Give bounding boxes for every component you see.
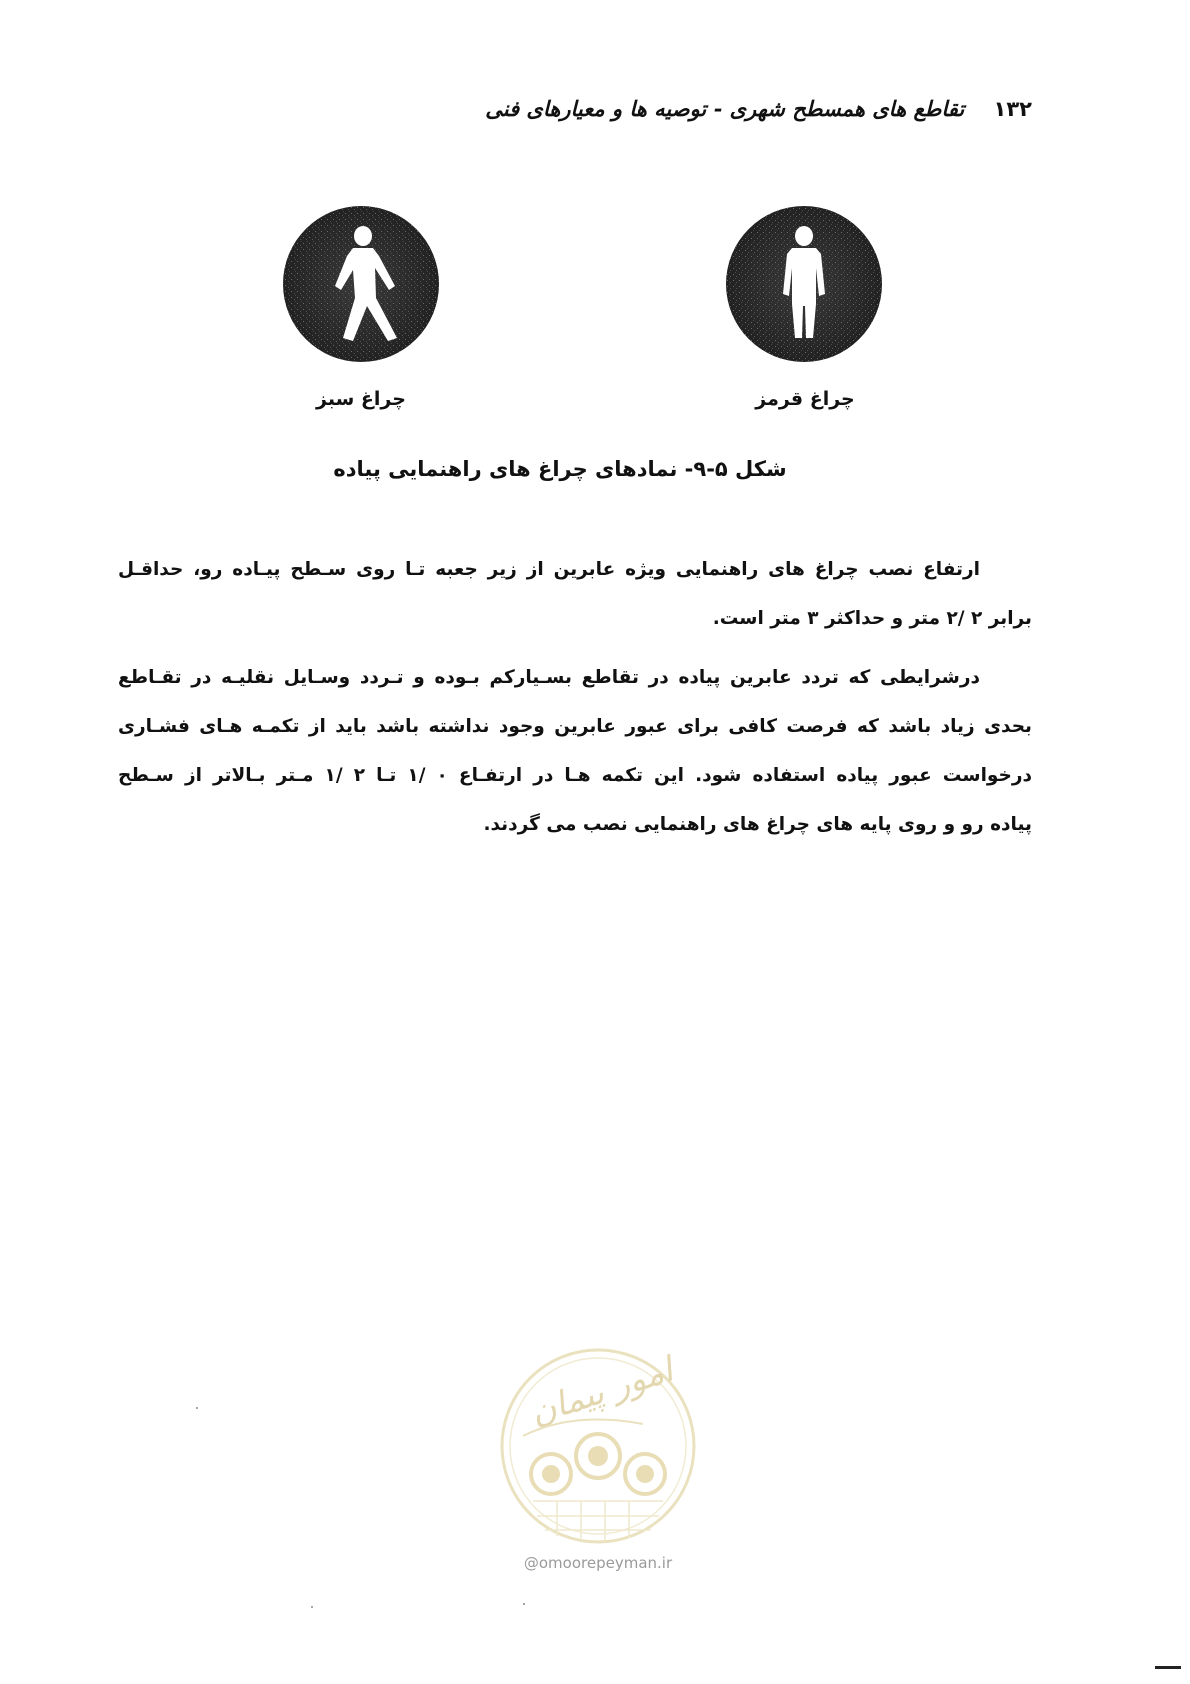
red-signal-caption: چراغ قرمز xyxy=(755,388,855,410)
text-line: بحدی زیاد باشد که فرصت کافی برای عبور عابرین وجود نداشته باشد باید از تکمـه هـای فشـاری xyxy=(118,716,1032,737)
text-line: برابر ۲ /۲ متر و حداکثر ۳ متر است. xyxy=(712,608,1032,629)
red-signal-icon xyxy=(726,206,882,362)
walking-pedestrian-icon xyxy=(283,206,439,362)
watermark-url: @omoorepeyman.ir xyxy=(523,1554,673,1572)
watermark-logo xyxy=(493,1316,703,1591)
svg-text:امور پیمان: امور پیمان xyxy=(525,1349,678,1434)
page-header xyxy=(440,96,1032,121)
standing-pedestrian-icon xyxy=(726,206,882,362)
running-title: تقاطع های همسطح شهری - توصیه ها و معیارهای فنی xyxy=(485,96,965,121)
scan-speck xyxy=(311,1606,313,1608)
figure-title: شکل ۵-۹- نمادهای چراغ های راهنمایی پیاده xyxy=(333,457,787,481)
scan-speck xyxy=(523,1603,525,1605)
green-signal-icon xyxy=(283,206,439,362)
paragraph xyxy=(118,545,1032,643)
text-line: پیاده رو و روی پایه های چراغ های راهنمایی نصب می گردند. xyxy=(483,814,1032,835)
page-number: ۱۳۲ xyxy=(993,97,1032,121)
paragraph xyxy=(118,653,1032,849)
scan-edge-mark xyxy=(1155,1666,1181,1669)
text-line: درشرایطی که تردد عابرین پیاده در تقاطع بسـیارکم بـوده و تـردد وسـایل نقلیـه در تقـاطع xyxy=(118,667,980,688)
body-text xyxy=(118,545,1032,859)
text-line: ارتفاع نصب چراغ های راهنمایی ویژه عابرین از زیر جعبه تـا روی سـطح پیـاده رو، حداقـل xyxy=(118,559,980,580)
green-signal-caption: چراغ سبز xyxy=(316,388,406,410)
text-line: درخواست عبور پیاده استفاده شود. این تکمه هـا در ارتفـاع ۰ /۱ تـا ۲ /۱ مـتر بـالاتر از سـطح xyxy=(118,765,1033,786)
scan-speck xyxy=(196,1407,198,1409)
